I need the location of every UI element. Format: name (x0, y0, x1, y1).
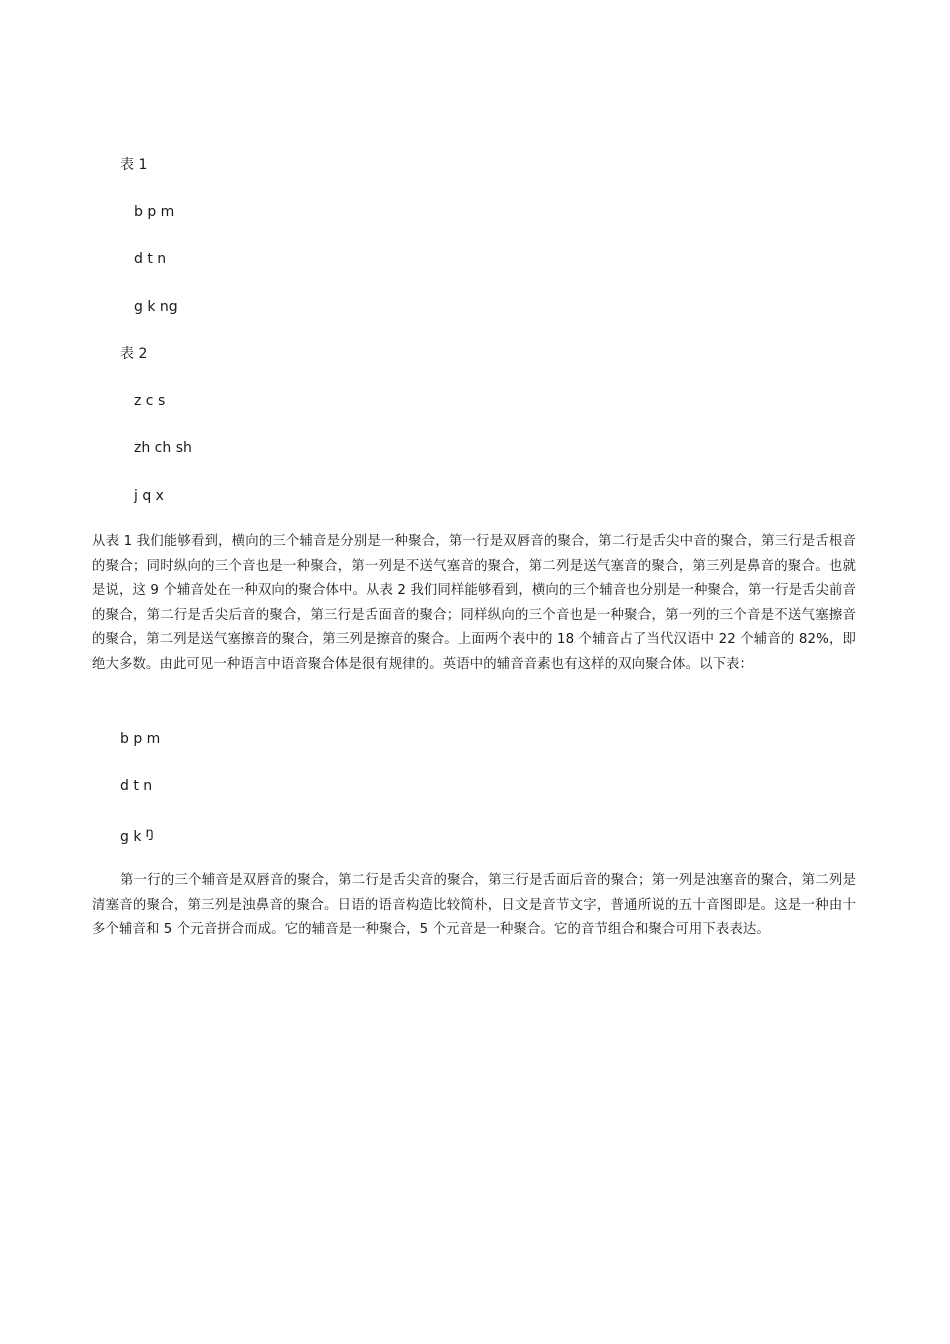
table1-row-1: b p m (134, 204, 175, 220)
table2-row-1: z c s (134, 393, 166, 409)
table3-row-2: d t n (120, 778, 153, 794)
table3-row-1: b p m (120, 731, 161, 747)
table2-caption: 表 2 (120, 346, 148, 362)
eng-symbol: ŋ (145, 826, 154, 841)
body-paragraph-1: 从表 1 我们能够看到，横向的三个辅音是分别是一种聚合，第一行是双唇音的聚合，第二行是舌尖中音的聚合，第三行是舌根音的聚合；同时纵向的三个音也是一种聚合，第一列是不送气塞音的聚合，第二列是送气塞音的聚合，第三列是鼻音的聚合。也就是说，这 9 个辅音处在一种双向的聚合体中。从表 2 我们同样能够看到，横向的三个辅音也分别是一种聚合，第一行是舌尖前音的聚合，第二行是舌尖后音的聚合，第三行是舌面音的聚合；同样纵向的三个音也是一种聚合，第一列的三个音是不送气塞擦音的聚合，第二列是送气塞擦音的聚合，第三列是擦音的聚合。上面两个表中的 18 个辅音占了当代汉语中 22 个辅音的 82%，即绝大多数。由此可见一种语言中语音聚合体是很有规律的。英语中的辅音音素也有这样的双向聚合体。以下表： (92, 534, 856, 672)
table2-row-3: j q x (134, 488, 164, 504)
table1-row-2: d t n (134, 251, 167, 267)
body-paragraph-2: 第一行的三个辅音是双唇音的聚合，第二行是舌尖音的聚合，第三行是舌面后音的聚合；第一列是浊塞音的聚合，第二列是清塞音的聚合，第三列是浊鼻音的聚合。日语的语音构造比较简朴，日文是音节文字，普通所说的五十音图即是。这是一种由十多个辅音和 5 个元音拼合而成。它的辅音是一种聚合，5 个元音是一种聚合。它的音节组合和聚合可用下表表达。 (92, 873, 856, 937)
table3-row-3 (120, 825, 154, 846)
table3-row-3-text: g k (120, 829, 142, 845)
table1-caption: 表 1 (120, 157, 148, 173)
table1-row-3: g k ng (134, 299, 178, 315)
table2-row-2: zh ch sh (134, 440, 192, 456)
